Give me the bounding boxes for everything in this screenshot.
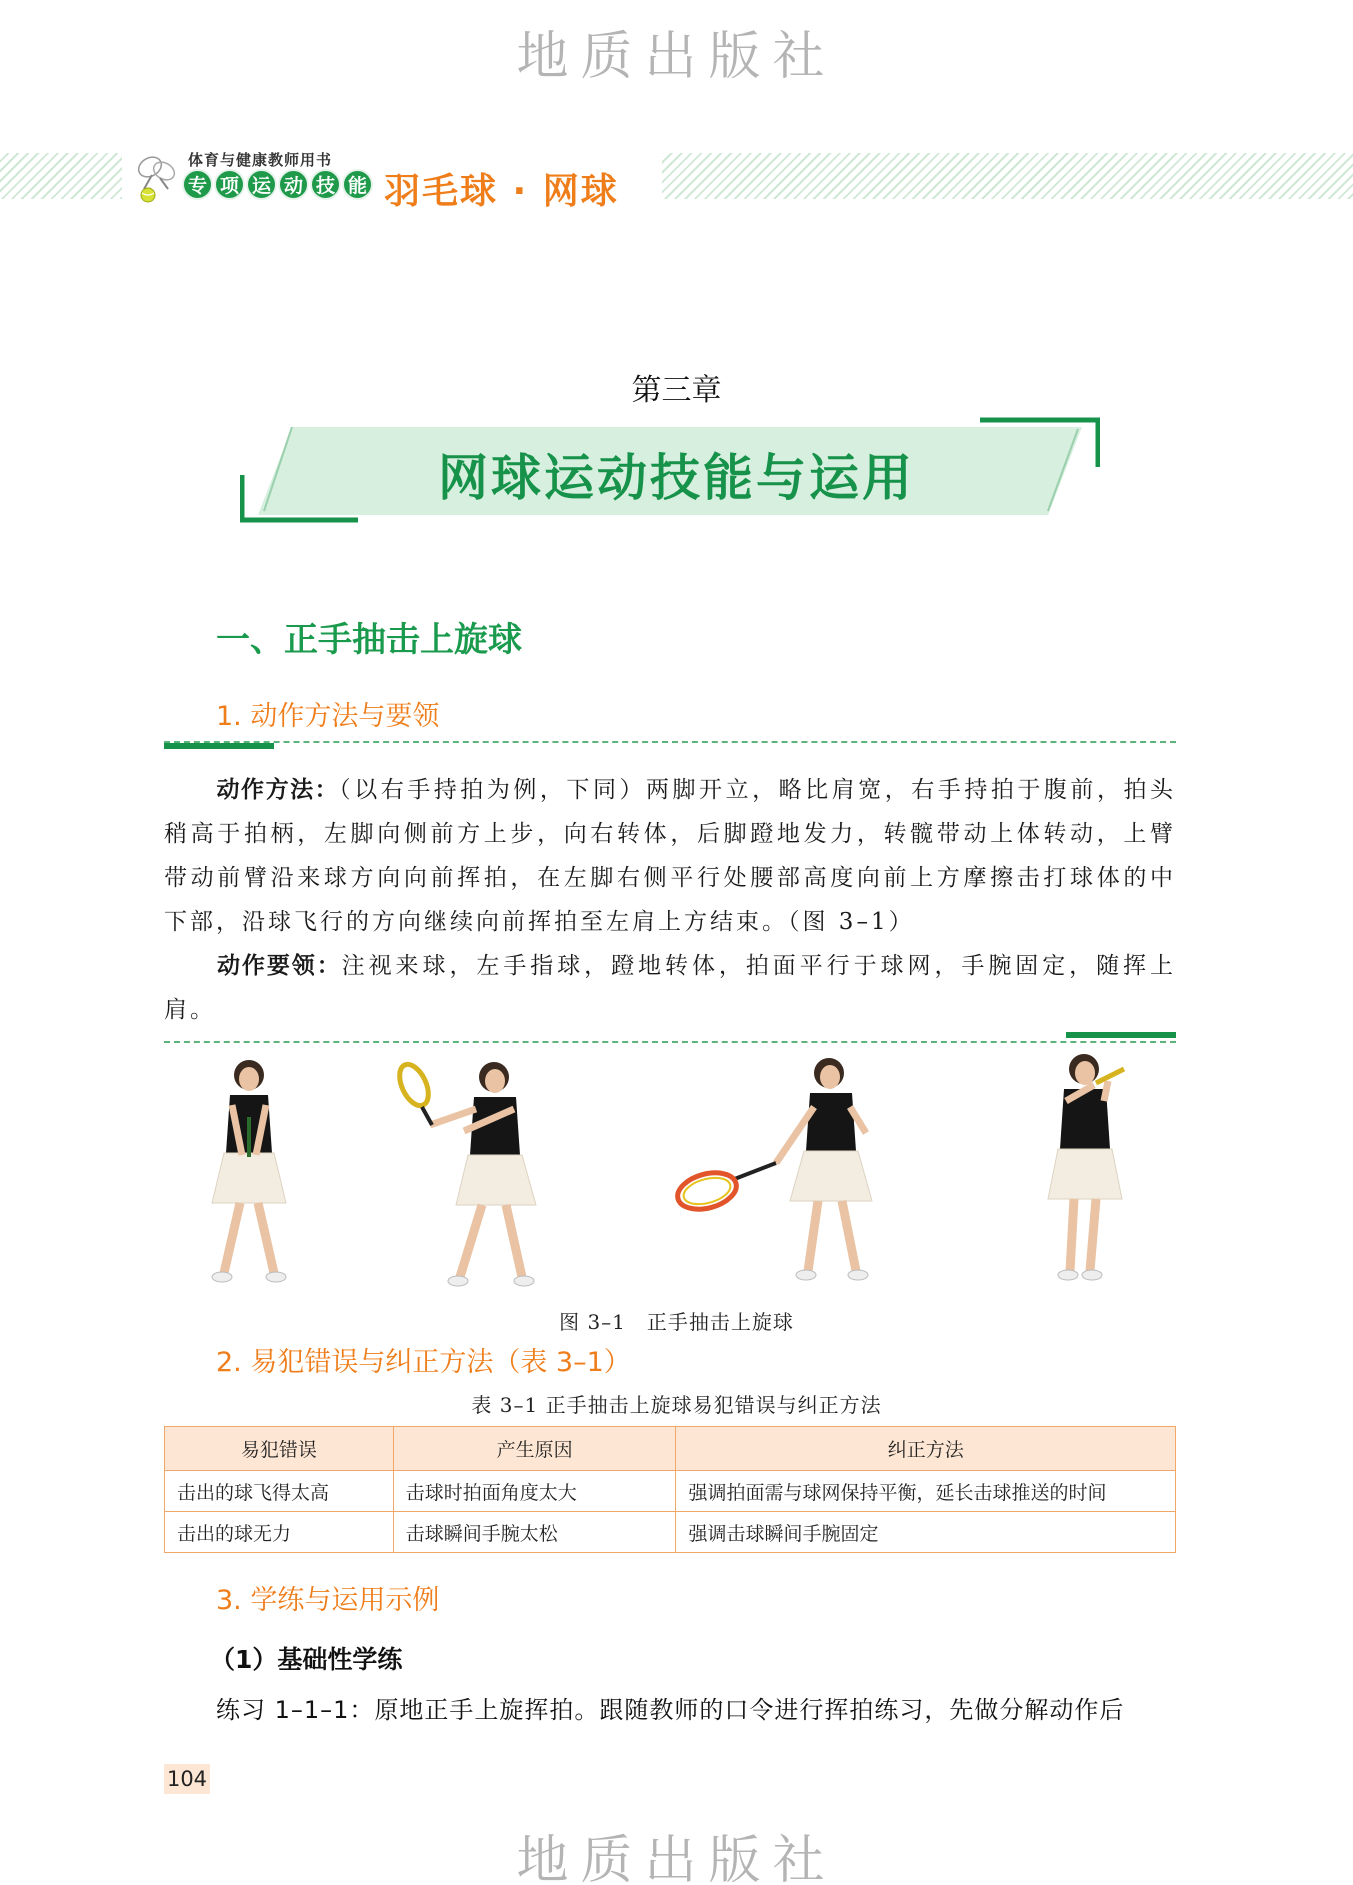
divider-bottom	[164, 1041, 1176, 1043]
pill-3: 运	[246, 169, 277, 200]
table-cell: 击球时拍面角度太大	[393, 1471, 676, 1512]
watermark-bottom: 地质出版社	[516, 1831, 837, 1885]
watermark-top: 地质出版社	[516, 27, 837, 87]
chapter-title: 网球运动技能与运用	[438, 449, 915, 507]
divider-accent-bottom	[1066, 1032, 1176, 1038]
book-title: 羽毛球 · 网球	[384, 171, 619, 212]
page-number: 104	[164, 1764, 210, 1794]
table-cell: 强调击球瞬间手腕固定	[676, 1512, 1176, 1553]
table-cell: 击出的球飞得太高	[165, 1471, 394, 1512]
table-cell: 强调拍面需与球网保持平衡，延长击球推送的时间	[676, 1471, 1176, 1512]
key-paragraph	[164, 944, 1176, 1032]
pill-2: 项	[214, 169, 245, 200]
section-title: 一、正手抽击上旋球	[216, 620, 522, 660]
table-cell: 击出的球无力	[165, 1512, 394, 1553]
method-text: （以右手持拍为例，下同）两脚开立，略比肩宽，右手持拍于腹前，拍头稍高于拍柄，左脚向侧前方上步，向右转体，后脚蹬地发力，转髋带动上体转动，上臂带动前臂沿来球方向向前挥拍，在左脚右侧平行处腰部高度向前上方摩擦击打球体的中下部，沿球飞行的方向继续向前挥拍至左肩上方结束。（图 3–1）	[164, 777, 1177, 935]
series-title: 体育与健康教师用书	[188, 151, 333, 169]
player-follow-through-image	[1048, 1054, 1124, 1280]
key-label: 动作要领：	[216, 953, 342, 979]
pill-5: 技	[310, 169, 341, 200]
subheading-practice: 3. 学练与运用示例	[216, 1585, 440, 1616]
subheading-method: 1. 动作方法与要领	[216, 701, 440, 732]
divider-top	[164, 741, 1176, 743]
method-paragraph	[164, 768, 1176, 944]
figure-caption: 图 3–1 正手抽击上旋球	[559, 1310, 794, 1334]
key-text: 注视来球，左手指球，蹬地转体，拍面平行于球网，手腕固定，随挥上肩。	[164, 953, 1177, 1023]
header-logo	[122, 145, 662, 212]
practice-line	[216, 1690, 1124, 1725]
forehand-photo-sequence	[164, 1045, 1176, 1295]
player-contact-image	[674, 1058, 872, 1280]
table-header-cell: 纠正方法	[676, 1427, 1176, 1471]
table-row	[165, 1512, 1176, 1553]
basic-practice-heading: （1）基础性学练	[210, 1645, 403, 1674]
table-header-row	[165, 1427, 1176, 1471]
player-backswing-image	[394, 1060, 536, 1286]
practice-text: 原地正手上旋挥拍。跟随教师的口令进行挥拍练习，先做分解动作后	[374, 1696, 1125, 1724]
practice-label: 练习 1–1–1：	[216, 1696, 375, 1724]
table-header-cell: 易犯错误	[165, 1427, 394, 1471]
subheading-errors: 2. 易犯错误与纠正方法（表 3–1）	[216, 1347, 631, 1378]
pill-4: 动	[278, 169, 309, 200]
errors-table	[164, 1426, 1176, 1553]
player-ready-image	[212, 1060, 286, 1282]
method-label: 动作方法：	[216, 777, 340, 803]
racket-shuttle-icon	[128, 149, 184, 205]
pill-1: 专	[182, 169, 213, 200]
chapter-label: 第三章	[631, 373, 722, 408]
table-caption: 表 3–1 正手抽击上旋球易犯错误与纠正方法	[471, 1393, 882, 1417]
subtitle-pills	[182, 169, 373, 200]
pill-6: 能	[342, 169, 373, 200]
table-cell: 击球瞬间手腕太松	[393, 1512, 676, 1553]
table-header-cell: 产生原因	[393, 1427, 676, 1471]
divider-accent-top	[164, 743, 274, 749]
table-row	[165, 1471, 1176, 1512]
